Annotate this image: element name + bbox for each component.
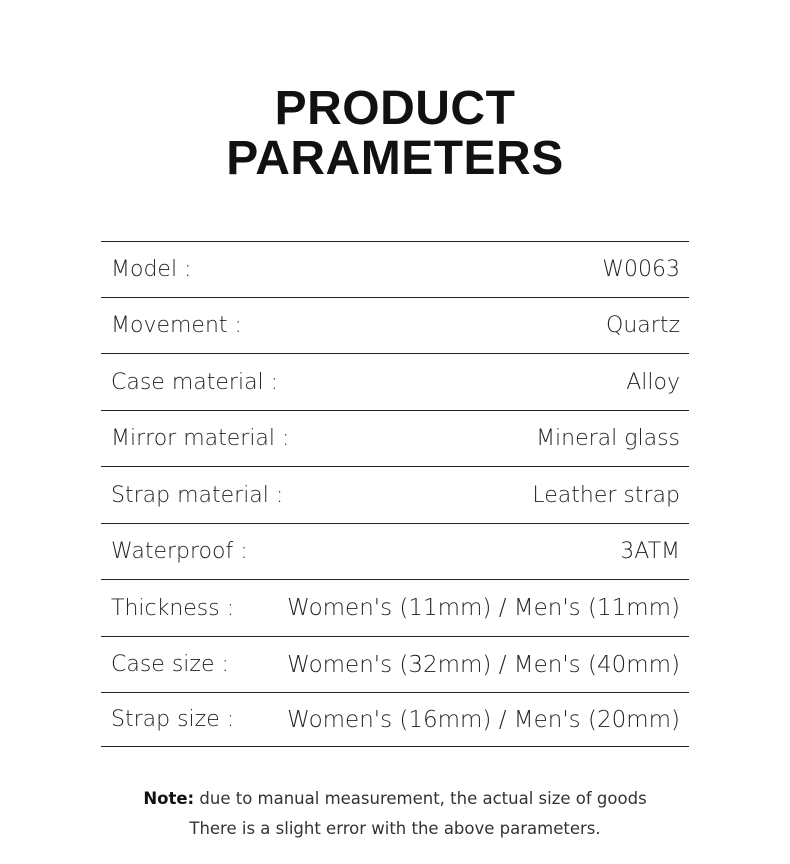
note-prefix: Note: bbox=[143, 789, 195, 808]
parameter-row-case-material bbox=[101, 354, 689, 411]
parameter-row-strap-material bbox=[101, 467, 689, 524]
parameter-row-strap-size bbox=[101, 693, 689, 747]
parameter-row-movement bbox=[101, 298, 689, 354]
page-title bbox=[0, 84, 790, 184]
parameter-value: Women's (11mm) / Men's (11mm) bbox=[287, 595, 680, 621]
parameter-value: 3ATM bbox=[620, 539, 680, 564]
note-line-2: There is a slight error with the above parameters. bbox=[189, 819, 601, 838]
parameters-table bbox=[101, 241, 689, 747]
parameter-label: Thickness : bbox=[111, 595, 235, 621]
page-title-line-2: PARAMETERS bbox=[226, 132, 564, 185]
parameter-label: Case size : bbox=[111, 652, 229, 677]
parameter-label: Movement : bbox=[111, 313, 242, 338]
parameter-label: Waterproof : bbox=[111, 539, 248, 564]
page-title-line-1: PRODUCT bbox=[274, 82, 516, 135]
parameter-row-model bbox=[101, 242, 689, 298]
parameter-value: Alloy bbox=[626, 369, 680, 395]
parameter-label: Strap size : bbox=[111, 707, 235, 732]
parameter-label: Strap material : bbox=[111, 482, 284, 508]
note-line-1 bbox=[0, 784, 790, 814]
measurement-note bbox=[0, 784, 790, 844]
parameter-row-waterproof bbox=[101, 524, 689, 580]
parameter-row-case-size bbox=[101, 637, 689, 693]
parameter-value: Mineral glass bbox=[536, 426, 680, 451]
parameter-label: Case material : bbox=[111, 369, 279, 395]
parameter-label: Model : bbox=[111, 257, 192, 282]
note-text-1: due to manual measurement, the actual size of goods bbox=[199, 789, 647, 808]
parameter-label: Mirror material : bbox=[111, 426, 290, 451]
parameter-value: Leather strap bbox=[532, 482, 680, 508]
parameter-value: Women's (16mm) / Men's (20mm) bbox=[287, 706, 680, 733]
parameter-row-mirror-material bbox=[101, 411, 689, 467]
parameter-value: W0063 bbox=[602, 257, 680, 282]
parameter-row-thickness bbox=[101, 580, 689, 637]
parameter-value: Quartz bbox=[606, 313, 680, 338]
parameter-value: Women's (32mm) / Men's (40mm) bbox=[287, 651, 680, 678]
